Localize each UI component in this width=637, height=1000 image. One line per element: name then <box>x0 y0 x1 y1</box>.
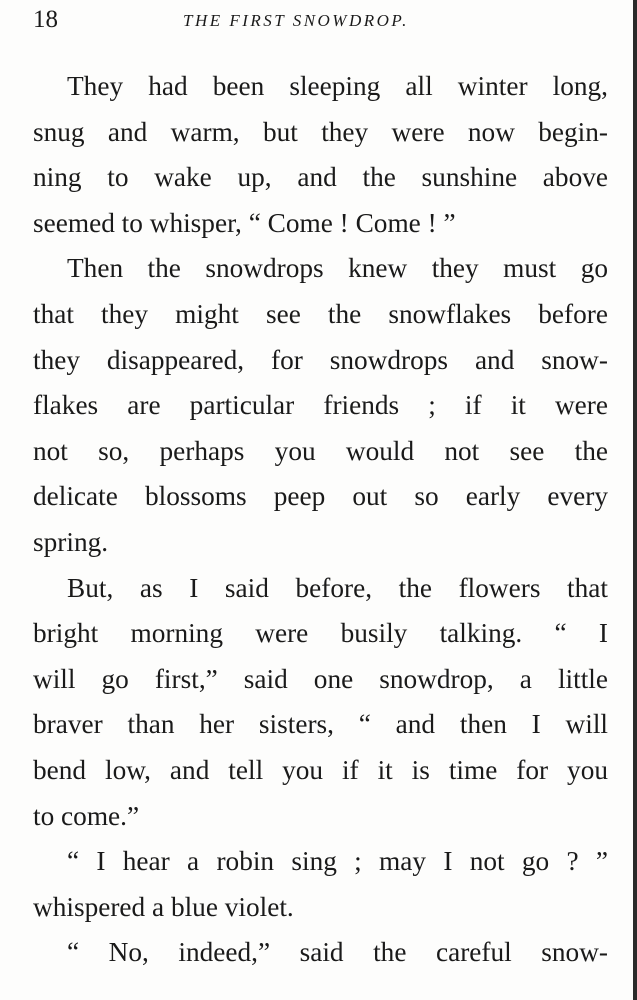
text-line: that they might see the snowflakes before <box>33 298 608 329</box>
text-line: ning to wake up, and the sunshine above <box>33 162 608 193</box>
text-line: to come.” <box>33 800 140 831</box>
text-line: “ No, indeed,” said the careful snow- <box>67 937 608 968</box>
paragraph-5 <box>33 930 608 976</box>
paragraph-3 <box>33 566 608 840</box>
text-line: Then the snowdrops knew they must go <box>67 253 608 284</box>
text-line: “ I hear a robin sing ; may I not go ? ” <box>67 846 608 877</box>
paragraph-4 <box>33 839 608 930</box>
page-header <box>33 4 608 40</box>
paragraph-1 <box>33 64 608 246</box>
text-line: delicate blossoms peep out so early every <box>33 481 608 512</box>
text-line: flakes are particular friends ; if it were <box>33 390 608 421</box>
text-line: bright morning were busily talking. “ I <box>33 618 608 649</box>
text-line: will go first,” said one snowdrop, a little <box>33 663 608 694</box>
text-line: They had been sleeping all winter long, <box>67 71 608 101</box>
text-line: snug and warm, but they were now begin- <box>33 116 608 147</box>
text-line: they disappeared, for snowdrops and snow- <box>33 344 608 375</box>
text-line: But, as I said before, the flowers that <box>67 572 608 603</box>
text-line: whispered a blue violet. <box>33 891 294 922</box>
text-line: spring. <box>33 526 109 557</box>
page-edge <box>633 0 637 1000</box>
page-number: 18 <box>33 6 58 33</box>
running-title: THE FIRST SNOWDROP. <box>183 11 409 30</box>
body-text <box>33 64 608 976</box>
paragraph-2 <box>33 246 608 565</box>
text-line: seemed to whisper, “ Come ! Come ! ” <box>33 207 456 238</box>
text-line: braver than her sisters, “ and then I will <box>33 709 608 740</box>
text-line: bend low, and tell you if it is time for you <box>33 754 608 785</box>
text-line: not so, perhaps you would not see the <box>33 435 608 466</box>
